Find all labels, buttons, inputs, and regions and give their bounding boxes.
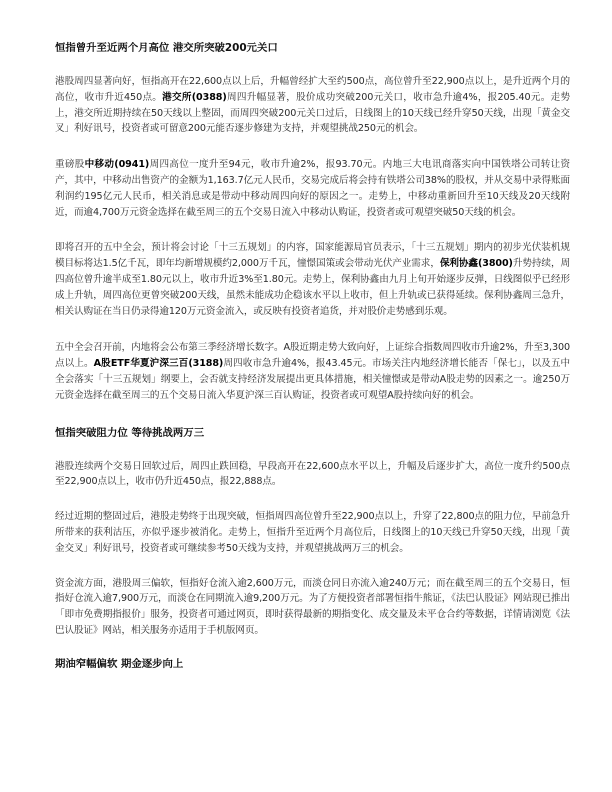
paragraph-text: 周四升幅显著，股价成功突破200元关口，收市急升逾4%，报205.40元。走势上，港交所近期持续在50天线以上整固，而周四突破200元关口过后，日线图上的10天线已经升穿50天线，出现「黄金交叉」利好讯号，投资者或可留意200元能否逐步修建为支持，并观望挑战250元的机会。 bbox=[55, 91, 570, 135]
paragraph-text: 升势持续，周四高位曾升逾半成至1.80元以上，收市升近3%至1.80元。走势上，保利协鑫由九月上旬开始逐步反弹，日线图似乎已经形成上升轨，周四高位更曾突破200天线，虽然未能成功企稳该水平以上收市，但上升轨或已获得延续。保利协鑫周三急升，相关认购证在当日仍录得逾120万元资金流入，或反映有投资者追货，并对股价走势感到乐观。 bbox=[55, 258, 570, 317]
stock-name-gcl-poly: 保利协鑫(3800) bbox=[439, 258, 513, 270]
paragraph-text: 港股周四显著向好，恒指高开在22,600点以上后，升幅曾经扩大至约500点，高位曾升至22,900点以上，是升近两个月的高位，收市升近450点。 bbox=[55, 76, 570, 103]
paragraph-text: 即将召开的五中全会，预计将会讨论「十三五规划」的内容，国家能源局官员表示，「十三五规划」期内的初步光伏装机规模目标将达1.5亿千瓦，即年均新增规模约2,000万千瓦，憧憬国策或会带动光伏产业需求， bbox=[55, 242, 570, 270]
paragraph-fund-flow: 资金流方面，港股周三偏软，恒指好仓流入逾2,600万元，而淡仓同日亦流入逾240万元；而在截至周三的五个交易日，恒指好仓流入逾7,900万元，而淡仓在同期流入逾9,200万元。为了方便投资者部署恒指牛熊证，《法巴认股证》网站现已推出「即市免费期指报价」服务，投资者可通过网页，即时获得最新的期指变化、成交量及未平仓合约等数据，详情请浏览《法巴认股证》网站，相关服务亦适用于手机版网页。 bbox=[55, 577, 570, 636]
stock-name-a-share-etf: A股ETF华夏沪深三百(3188) bbox=[93, 358, 224, 370]
article-body bbox=[55, 41, 570, 672]
paragraph-gcl-poly bbox=[55, 240, 570, 319]
paragraph-a-share-etf bbox=[55, 340, 570, 403]
paragraph-text: 五中全会召开前，内地将会公布第三季经济增长数字。A股近期走势大致向好，上证综合指数周四收市升逾2%，升至3,300点以上。 bbox=[55, 342, 570, 370]
section-heading-oil-gold: 期油窄幅偏软 期金逐步向上 bbox=[55, 657, 184, 670]
section-heading-hsi-hkex: 恒指曾升至近两个月高位 港交所突破200元关口 bbox=[55, 42, 278, 54]
paragraph-hkex bbox=[55, 74, 570, 137]
paragraph-hsi-breakout: 经过近期的整固过后，港股走势终于出现突破，恒指周四高位曾升至22,900点以上，升穿了22,800点的阻力位，早前急升所带来的获利沽压，亦似乎逐步被消化。走势上，恒指升至近两个月高位后，日线图上的10天线已升穿50天线，出现「黄金交叉」利好讯号，投资者或可继续参考50天线为支持，并观望挑战两万三的机会。 bbox=[55, 511, 570, 554]
paragraph-text: 周四收市急升逾4%，报43.45元。市场关注内地经济增长能否「保七」，以及五中全会落实「十三五规划」纲要上，会否就支持经济发展提出更具体措施，相关憧憬或是带动A股走势的因素之一。逾250万元资金选择在截至周三的五个交易日流入华夏沪深三百认购证，投资者或可观望A股持续向好的机会。 bbox=[55, 358, 571, 401]
paragraph-text: 重磅股 bbox=[55, 159, 85, 171]
paragraph-china-mobile bbox=[55, 157, 570, 220]
stock-name-china-mobile: 中移动(0941) bbox=[84, 159, 150, 171]
stock-name-hkex: 港交所(0388) bbox=[162, 91, 227, 103]
paragraph-text: 周四高位一度升至94元，收市升逾2%，报93.70元。内地三大电讯商落实向中国铁塔公司转让资产，其中，中移动出售资产的金额为1,163.7亿元人民币，交易完成后将会持有铁塔公司38%的股权，并从交易中录得账面利润约195亿元人民币，相关消息或是带动中移动周四向好的原因之一。走势上，中移动重新回升至10天线及20天线附近，而逾4,700万元资金选择在截至周三的五个交易日流入中移动认购证，投资者或可观望突破50天线的机会。 bbox=[55, 159, 571, 218]
paragraph-hsi-close: 港股连续两个交易日回软过后，周四止跌回稳，早段高开在22,600点水平以上，升幅及后逐步扩大，高位一度升约500点至22,900点以上，收市仍升近450点，报22,888点。 bbox=[55, 460, 570, 488]
section-heading-hsi-resistance: 恒指突破阻力位 等待挑战两万三 bbox=[55, 426, 205, 439]
